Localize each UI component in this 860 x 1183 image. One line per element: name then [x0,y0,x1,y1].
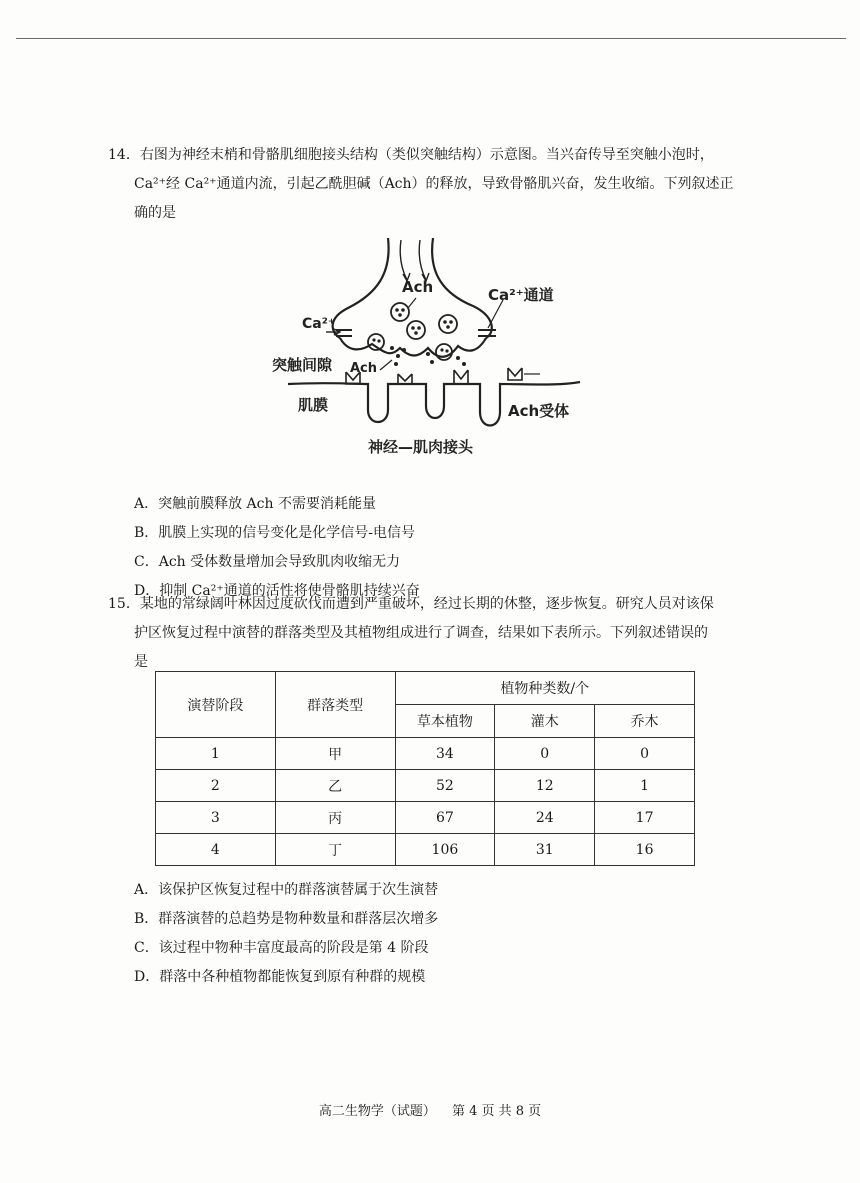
cell-herb: 52 [395,770,495,802]
q15-option-c: C．该过程中物种丰富度最高的阶段是第 4 阶段 [134,940,429,956]
q14-option-a: A．突触前膜释放 Ach 不需要消耗能量 [134,496,376,512]
q14-line1: 14．右图为神经末梢和骨骼肌细胞接头结构（类似突触结构）示意图。当兴奋传导至突触小泡时， [108,147,714,163]
cell-shrub: 31 [495,834,595,866]
table-row [156,834,695,866]
label-muscle-membrane: 肌膜 [298,396,329,414]
cell-stage: 4 [156,834,276,866]
header-stage: 演替阶段 [156,672,276,738]
q15-option-a: A．该保护区恢复过程中的群落演替属于次生演替 [134,882,439,898]
cell-shrub: 24 [495,802,595,834]
q14-option-d: D．抑制 Ca²⁺通道的活性将使骨骼肌持续兴奋 [134,583,420,599]
cell-tree: 16 [595,834,695,866]
nerve-terminal-left-membrane [333,238,389,338]
cell-shrub: 12 [495,770,595,802]
q14-options [108,490,756,606]
diagram-caption: 神经—肌肉接头 [368,438,474,456]
label-ca-channel: Ca²⁺通道 [488,286,554,304]
synaptic-vesicles [368,303,457,360]
neuromuscular-junction-diagram [268,234,588,460]
table-row [156,770,695,802]
cell-herb: 67 [395,802,495,834]
header-species-count: 植物种类数/个 [395,672,695,705]
q15-options [108,876,756,992]
table-row [156,738,695,770]
header-tree: 乔木 [595,705,695,738]
header-herb: 草本植物 [395,705,495,738]
question-15-stem [108,590,756,677]
label-ach-top: Ach [402,278,434,296]
cell-tree: 1 [595,770,695,802]
footer-subject: 高二生物学（试题） [318,1104,436,1119]
header-community-type: 群落类型 [275,672,395,738]
top-rule [16,38,846,39]
q14-line3: 确的是 [134,205,176,221]
cell-tree: 0 [595,738,695,770]
q15-option-b: B．群落演替的总趋势是物种数量和群落层次增多 [134,911,439,927]
q14-option-c: C．Ach 受体数量增加会导致肌肉收缩无力 [134,554,401,570]
cell-stage: 2 [156,770,276,802]
page-footer [0,1100,860,1119]
cell-type: 丁 [275,834,395,866]
q15-line3: 是 [134,654,148,670]
label-ach-cleft: Ach [350,361,378,376]
header-shrub: 灌木 [495,705,595,738]
cell-herb: 106 [395,834,495,866]
cell-type: 甲 [275,738,395,770]
q15-line1: 15．某地的常绿阔叶林因过度砍伐而遭到严重破坏，经过长期的休整，逐步恢复。研究人员对该保 [108,596,714,612]
footer-page-number: 第 4 页 共 8 页 [451,1104,542,1119]
label-synaptic-cleft: 突触间隙 [272,356,333,374]
table-row [156,802,695,834]
q15-option-d: D．群落中各种植物都能恢复到原有种群的规模 [134,969,426,985]
q14-option-b: B．肌膜上实现的信号变化是化学信号-电信号 [134,525,416,541]
cell-shrub: 0 [495,738,595,770]
cell-stage: 1 [156,738,276,770]
cell-type: 乙 [275,770,395,802]
label-ach-receptor: Ach受体 [508,402,570,420]
cell-stage: 3 [156,802,276,834]
q15-line2: 护区恢复过程中演替的群落类型及其植物组成进行了调查，结果如下表所示。下列叙述错误的 [134,625,708,641]
succession-table [155,671,695,866]
nerve-terminal-right-membrane [432,238,492,338]
presynaptic-membrane [340,338,486,357]
q14-line2: Ca²⁺经 Ca²⁺通道内流，引起乙酰胆碱（Ach）的释放，导致骨骼肌兴奋，发生收缩。下列叙述正 [134,176,734,192]
cell-type: 丙 [275,802,395,834]
label-ca: Ca²⁺ [302,316,336,332]
cell-tree: 17 [595,802,695,834]
question-14-stem [108,141,756,228]
cell-herb: 34 [395,738,495,770]
